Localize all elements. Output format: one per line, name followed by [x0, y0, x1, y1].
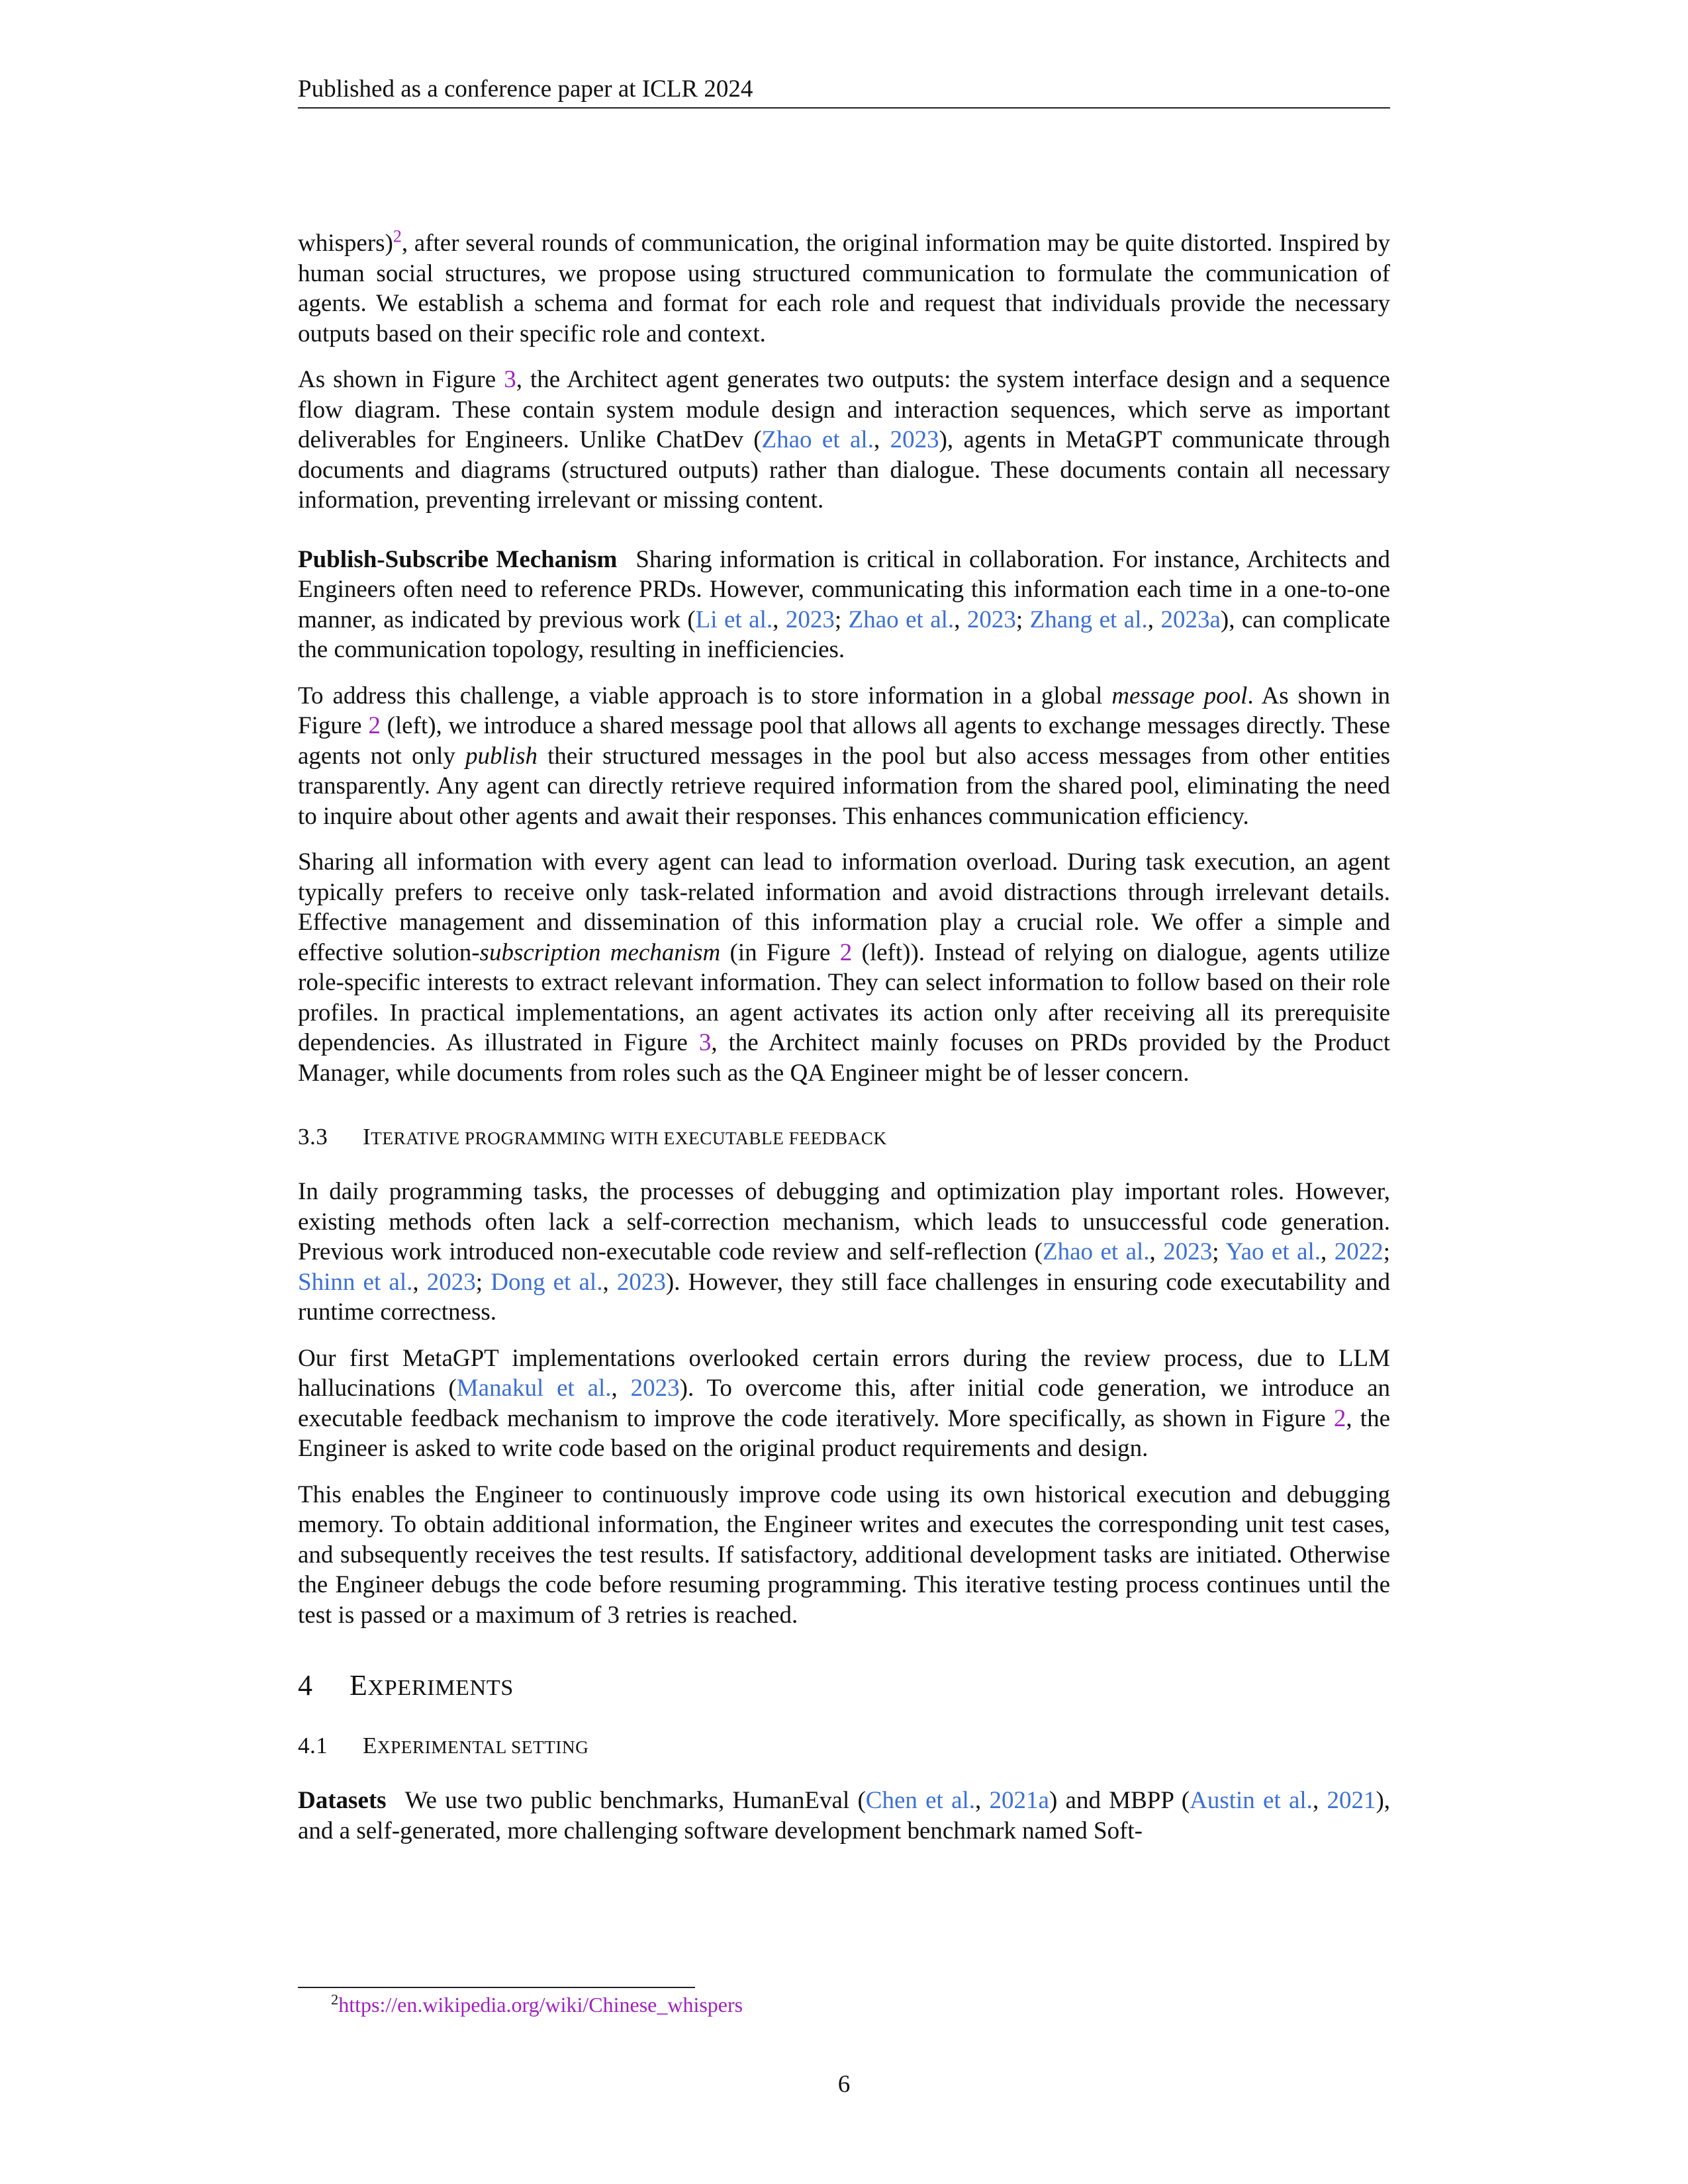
paragraph-datasets: Datasets We use two public benchmarks, HumanEval (Chen et al., 2021a) and MBPP (Austin et al., 2021), and a self-generated, more challenging software development benchmark named Soft-	[298, 1787, 1391, 1844]
paragraph-debugging: In daily programming tasks, the processes of debugging and optimization play important roles. However, existing methods often lack a self-correction mechanism, which leads to unsuccessful code generation. Previous work introduced non-executable code review and self-reflection (Zhao et al., 2023; Yao et al., 2022; Shinn et al., 2023; Dong et al., 2023). However, they still face challenges in ensuring code executability and runtime correctness.	[298, 1178, 1391, 1326]
page-number: 6	[837, 2071, 851, 2098]
paragraph-publish-subscribe: Publish-Subscribe Mechanism Sharing information is critical in collaboration. For instance, Architects and Engineers often need to reference PRDs. However, communicating this information each time in a one-to-one manner, as indicated by previous work (Li et al., 2023; Zhao et al., 2023; Zhang et al., 2023a), can complicate the communication topology, resulting in inefficiencies.	[298, 545, 1391, 663]
citation-link[interactable]: 2023	[426, 1268, 476, 1296]
paper-body	[298, 228, 1390, 1862]
footnote-marker[interactable]: 2	[393, 226, 402, 246]
paragraph-subscription: Sharing all information with every agent can lead to information overload. During task execution, an agent typically prefers to receive only task-related information and avoid distractions through irrelevant details. Effective management and dissemination of this information play a crucial role. We offer a simple and effective solution-subscription mechanism (in Figure 2 (left)). Instead of relying on dialogue, agents utilize role-specific interests to extract relevant information. They can select information to follow based on their role profiles. In practical implementations, an agent activates its action only after receiving all its prerequisite dependencies. As illustrated in Figure 3, the Architect mainly focuses on PRDs provided by the Product Manager, while documents from roles such as the QA Engineer might be of lesser concern.	[298, 848, 1390, 1087]
citation-link[interactable]: Dong et al.	[491, 1268, 603, 1296]
paragraph-architect-outputs: As shown in Figure 3, the Architect agent generates two outputs: the system interface design and a sequence flow diagram. These contain system module design and interaction sequences, which serve as important deliverables for Engineers. Unlike ChatDev (Zhao et al., 2023), agents in MetaGPT communicate through documents and diagrams (structured outputs) rather than dialogue. These documents contain all necessary information, preventing irrelevant or missing content.	[298, 366, 1390, 514]
runin-heading: Datasets	[298, 1787, 387, 1814]
paragraph-structured-communication: whispers)$^2$, after several rounds of communication, the original information may be quite distorted. Inspired by human social structures, we propose using structured communication to formulate the communication of agents. We establish a schema and format for each role and request that individuals provide the necessary outputs based on their specific role and context.	[298, 226, 1390, 347]
citation-link[interactable]: Zhao et al.	[1042, 1238, 1150, 1265]
footnote-divider	[298, 1987, 695, 1988]
citation-link[interactable]: Austin et al.	[1190, 1787, 1313, 1814]
citation-link[interactable]: 2023	[785, 606, 835, 633]
running-header: Published as a conference paper at ICLR 2024	[298, 74, 1390, 109]
paragraph-iterative-testing: This enables the Engineer to continuously improve code using its own historical execution and debugging memory. To obtain additional information, the Engineer writes and executes the corresponding unit test cases, and subsequently receives the test results. If satisfactory, additional development tasks are initiated. Otherwise the Engineer debugs the code before resuming programming. This iterative testing process continues until the test is passed or a maximum of 3 retries is reached.	[298, 1480, 1390, 1629]
citation-link[interactable]: 2023a	[1160, 606, 1221, 633]
footnote	[331, 1991, 743, 2019]
citation-link[interactable]: 2023	[1163, 1238, 1213, 1265]
citation-link[interactable]: 2023	[966, 606, 1016, 633]
citation-link[interactable]: Yao et al.	[1225, 1238, 1321, 1265]
citation-link[interactable]: Shinn et al.	[298, 1268, 413, 1296]
paragraph-hallucinations: Our first MetaGPT implementations overlooked certain errors during the review process, due to LLM hallucinations (Manakul et al., 2023). To overcome this, after initial code generation, we introduce an executable feedback mechanism to improve the code iteratively. More specifically, as shown in Figure 2, the Engineer is asked to write code based on the original product requirements and design.	[298, 1344, 1390, 1462]
citation-link[interactable]: Zhang et al.	[1029, 606, 1148, 633]
figure-ref[interactable]: 3	[698, 1029, 712, 1056]
section-heading-4: 4 EXPERIMENTS	[298, 1669, 514, 1702]
citation-link[interactable]: Chen et al.	[865, 1787, 976, 1814]
figure-ref[interactable]: 2	[368, 712, 381, 739]
citation-link[interactable]: 2023	[890, 426, 939, 453]
footnote-link[interactable]: https://en.wikipedia.org/wiki/Chinese_whispers	[338, 1993, 743, 2017]
paragraph-message-pool: To address this challenge, a viable approach is to store information in a global message pool. As shown in Figure 2 (left), we introduce a shared message pool that allows all agents to exchange messages directly. These agents not only publish their structured messages in the pool but also access messages from other entities transparently. Any agent can directly retrieve required information from the shared pool, eliminating the need to inquire about other agents and await their responses. This enhances communication efficiency.	[298, 682, 1390, 830]
subsection-heading-4-1: 4.1 EXPERIMENTAL SETTING	[298, 1733, 589, 1758]
figure-ref[interactable]: 2	[839, 938, 853, 966]
figure-ref[interactable]: 2	[1333, 1404, 1346, 1432]
figure-ref[interactable]: 3	[504, 366, 516, 393]
citation-link[interactable]: Li et al.	[695, 606, 773, 633]
citation-link[interactable]: Zhao et al.	[848, 606, 955, 633]
subsection-heading-3-3: 3.3 ITERATIVE PROGRAMMING WITH EXECUTABLE FEEDBACK	[298, 1124, 887, 1150]
citation-link[interactable]: 2021a	[989, 1787, 1049, 1814]
citation-link[interactable]: 2022	[1334, 1238, 1383, 1265]
citation-link[interactable]: Zhao et al.	[761, 426, 874, 453]
citation-link[interactable]: Manakul et al.	[456, 1375, 612, 1402]
citation-link[interactable]: 2023	[630, 1375, 680, 1402]
citation-link[interactable]: 2023	[616, 1268, 666, 1296]
citation-link[interactable]: 2021	[1327, 1787, 1376, 1814]
runin-heading: Publish-Subscribe Mechanism	[298, 545, 618, 573]
footnote-number: 2	[331, 1991, 339, 2008]
